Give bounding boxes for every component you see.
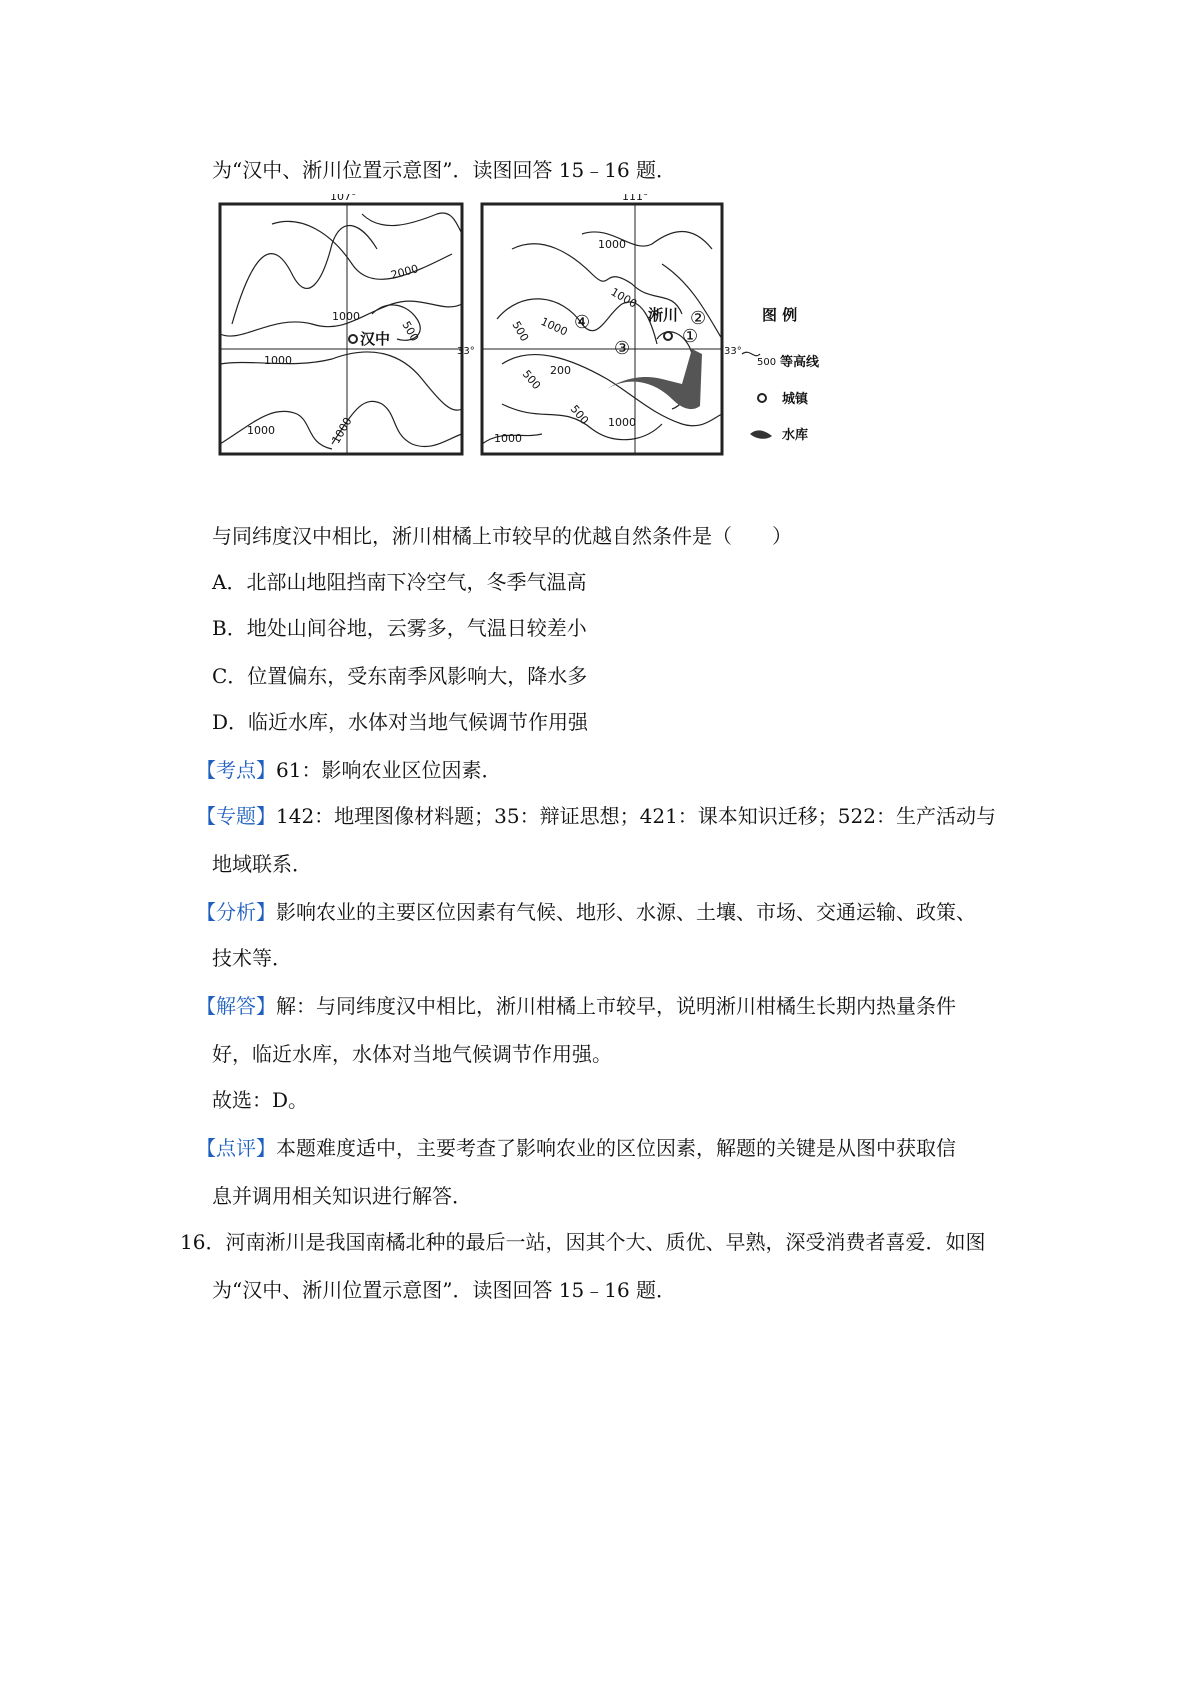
section-text: 解：与同纬度汉中相比，淅川柑橘上市较早，说明淅川柑橘生长期内热量条件 bbox=[276, 994, 956, 1018]
contour-value: 1000 bbox=[598, 238, 626, 251]
option-a: A．北部山地阻挡南下冷空气，冬季气温高 bbox=[212, 570, 587, 594]
section-dianping bbox=[196, 1134, 956, 1162]
contour-value: 500 bbox=[399, 319, 422, 344]
legend-town-label: 城镇 bbox=[782, 392, 809, 407]
marker-2: ② bbox=[690, 308, 707, 329]
marker-3: ③ bbox=[614, 338, 631, 359]
question-number: 16． bbox=[180, 1230, 226, 1254]
contour-value: 500 bbox=[509, 319, 532, 344]
left-map-frame bbox=[220, 204, 462, 454]
contour-line bbox=[362, 213, 462, 234]
section-fenxi-cont: 技术等． bbox=[212, 946, 292, 970]
section-zhuanti-cont: 地域联系． bbox=[212, 852, 312, 876]
town-label-xichuan: 淅川 bbox=[648, 306, 679, 324]
legend-contour-label: 等高线 bbox=[780, 355, 820, 370]
section-text: 影响农业的主要区位因素有气候、地形、水源、土壤、市场、交通运输、政策、 bbox=[276, 900, 976, 924]
contour-value: 500 bbox=[567, 402, 592, 428]
map-legend bbox=[742, 306, 820, 443]
question-16-line1 bbox=[180, 1228, 985, 1256]
marker-4: ④ bbox=[574, 312, 591, 333]
contour-line bbox=[512, 244, 682, 314]
section-fenxi bbox=[196, 898, 976, 926]
legend-title: 图 例 bbox=[762, 306, 798, 324]
section-tag: 【点评】 bbox=[196, 1136, 276, 1160]
contour-line bbox=[220, 411, 332, 449]
contour-value: 1000 bbox=[494, 432, 522, 445]
marker-1: ① bbox=[682, 326, 699, 347]
option-c: C．位置偏东，受东南季风影响大，降水多 bbox=[212, 664, 588, 688]
contour-value: 200 bbox=[550, 364, 571, 377]
left-map bbox=[220, 194, 462, 454]
contour-line bbox=[220, 352, 462, 410]
town-label-hanzhong: 汉中 bbox=[360, 330, 391, 348]
question-stem: 与同纬度汉中相比，淅川柑橘上市较早的优越自然条件是（ ） bbox=[212, 524, 792, 548]
legend-contour-value: 500 bbox=[757, 357, 777, 368]
answer-line: 故选：D。 bbox=[212, 1088, 309, 1112]
section-text: 61：影响农业区位因素． bbox=[276, 758, 502, 782]
contour-value: 1000 bbox=[264, 354, 292, 367]
latitude-label: 33° bbox=[724, 346, 742, 357]
contour-value: 1000 bbox=[247, 424, 275, 437]
section-tag: 【分析】 bbox=[196, 900, 276, 924]
legend-reservoir-icon bbox=[750, 430, 772, 438]
section-jieda-cont: 好，临近水库，水体对当地气候调节作用强。 bbox=[212, 1042, 612, 1066]
section-jieda bbox=[196, 992, 956, 1020]
contour-value: 1000 bbox=[538, 314, 570, 339]
location-map-figure bbox=[212, 194, 912, 494]
contour-value: 1000 bbox=[608, 285, 640, 311]
contour-value: 1000 bbox=[332, 310, 360, 323]
section-text: 142：地理图像材料题；35：辩证思想；421：课本知识迁移；522：生产活动与 bbox=[276, 804, 996, 828]
section-kaodian bbox=[196, 756, 501, 784]
longitude-label: 111° bbox=[622, 194, 649, 203]
longitude-label: 107° bbox=[330, 194, 357, 203]
section-zhuanti bbox=[196, 802, 996, 830]
section-dianping-cont: 息并调用相关知识进行解答． bbox=[212, 1184, 472, 1208]
legend-contour-sample bbox=[742, 352, 760, 355]
contour-value: 1000 bbox=[608, 416, 636, 429]
section-tag: 【专题】 bbox=[196, 804, 276, 828]
section-text: 本题难度适中，主要考查了影响农业的区位因素，解题的关键是从图中获取信 bbox=[276, 1136, 956, 1160]
option-b: B．地处山间谷地，云雾多，气温日较差小 bbox=[212, 616, 587, 640]
town-marker-hanzhong bbox=[349, 335, 357, 343]
section-tag: 【考点】 bbox=[196, 758, 276, 782]
legend-town-icon bbox=[758, 394, 766, 402]
option-d: D．临近水库，水体对当地气候调节作用强 bbox=[212, 710, 589, 734]
section-tag: 【解答】 bbox=[196, 994, 276, 1018]
latitude-label: 33° bbox=[457, 346, 475, 357]
question-text: 河南淅川是我国南橘北种的最后一站，因其个大、质优、早熟，深受消费者喜爱．如图 bbox=[225, 1230, 986, 1254]
right-map bbox=[457, 194, 742, 454]
contour-value: 1000 bbox=[329, 415, 355, 446]
contour-value: 500 bbox=[519, 367, 544, 393]
legend-reservoir-label: 水库 bbox=[782, 428, 809, 443]
town-marker-xichuan bbox=[664, 332, 672, 340]
intro-line: 为“汉中、淅川位置示意图”．读图回答 15﹣16 题． bbox=[212, 158, 677, 182]
contour-value: 2000 bbox=[389, 262, 420, 282]
question-16-line2: 为“汉中、淅川位置示意图”．读图回答 15﹣16 题． bbox=[212, 1278, 677, 1302]
